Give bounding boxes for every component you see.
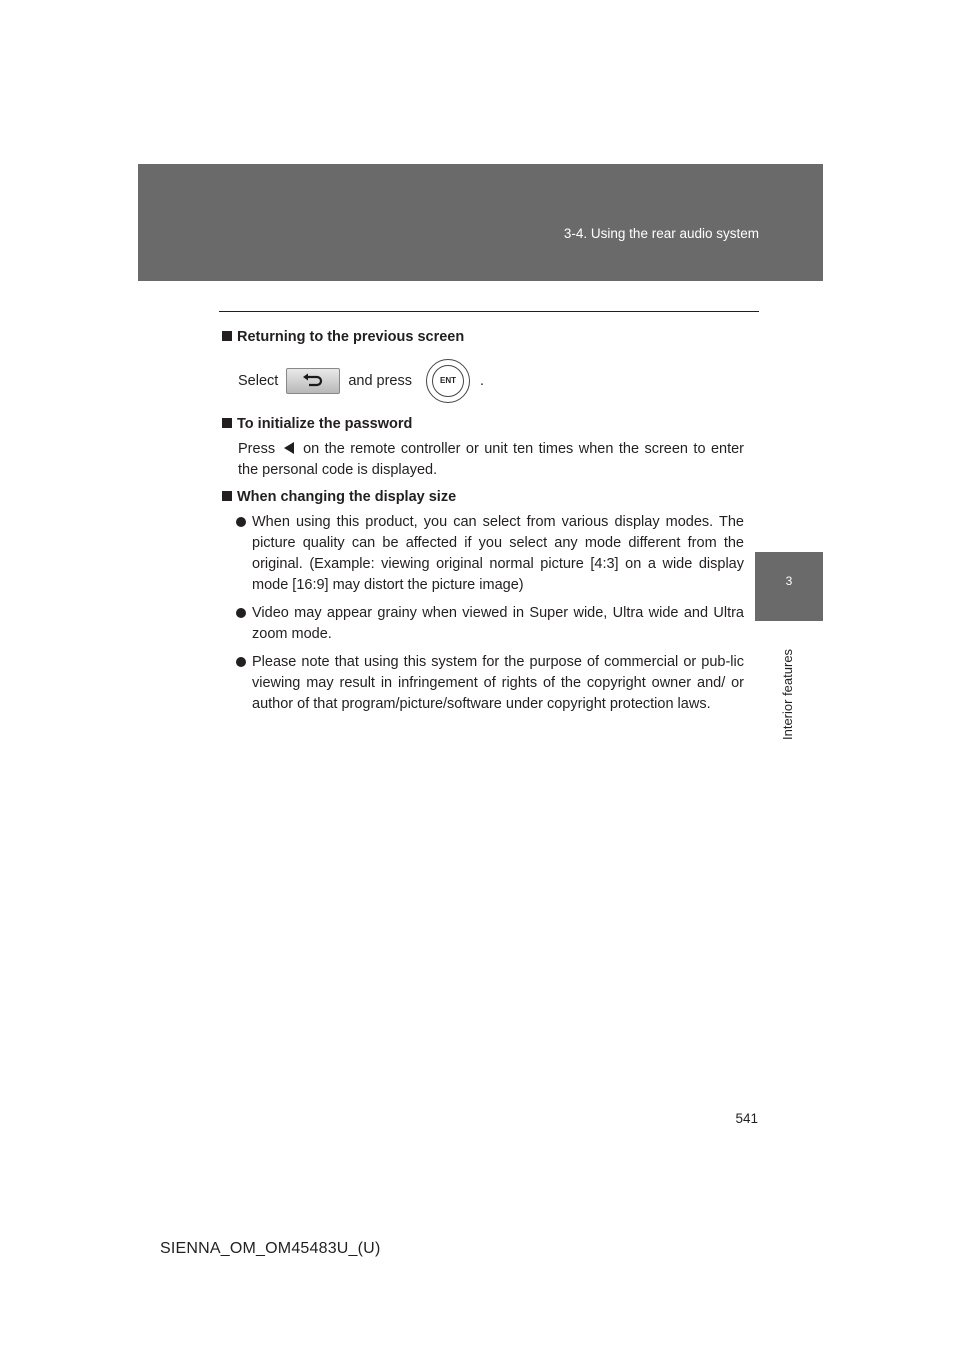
page-number: 541	[735, 1111, 758, 1126]
square-bullet-icon	[222, 491, 232, 501]
chapter-number: 3	[785, 574, 793, 588]
square-bullet-icon	[222, 418, 232, 428]
document-code: SIENNA_OM_OM45483U_(U)	[160, 1240, 381, 1257]
back-button-icon	[286, 368, 340, 394]
list-item: Please note that using this system for the purpose of commercial or pub-lic viewing may result in infringement of rights of the copyright owner and/ or author of that program/picture/software under copyright protection laws.	[236, 652, 744, 715]
chapter-label-container	[780, 630, 800, 740]
heading-password: To initialize the password	[222, 414, 744, 435]
select-instruction	[238, 359, 744, 403]
ent-label: ENT	[432, 365, 464, 397]
square-bullet-icon	[222, 331, 232, 341]
heading-display: When changing the display size	[222, 487, 744, 508]
select-word: Select	[238, 372, 279, 389]
list-item: Video may appear grainy when viewed in Super wide, Ultra wide and Ultra zoom mode.	[236, 603, 744, 645]
list-item: When using this product, you can select from various display modes. The picture quality can be affected if you select any mode different from the original. (Example: viewing original normal picture [4:3] on a wide display mode [16:9] may distort the picture image)	[236, 512, 744, 596]
and-press-text: and press	[348, 372, 412, 389]
left-arrow-icon	[284, 442, 294, 454]
ent-knob-icon	[426, 359, 470, 403]
chapter-label: Interior features	[780, 648, 795, 740]
period: .	[480, 372, 485, 389]
main-content	[222, 327, 744, 722]
header-band	[138, 164, 823, 281]
top-rule	[219, 311, 759, 312]
dot-bullet-icon	[236, 517, 246, 527]
chapter-tab	[755, 552, 823, 621]
dot-bullet-icon	[236, 608, 246, 618]
dot-bullet-icon	[236, 657, 246, 667]
heading-returning: Returning to the previous screen	[222, 327, 744, 348]
section-title: 3-4. Using the rear audio system	[563, 226, 759, 241]
password-text: Press on the remote controller or unit ten times when the screen to enter the personal code is displayed.	[238, 441, 744, 478]
